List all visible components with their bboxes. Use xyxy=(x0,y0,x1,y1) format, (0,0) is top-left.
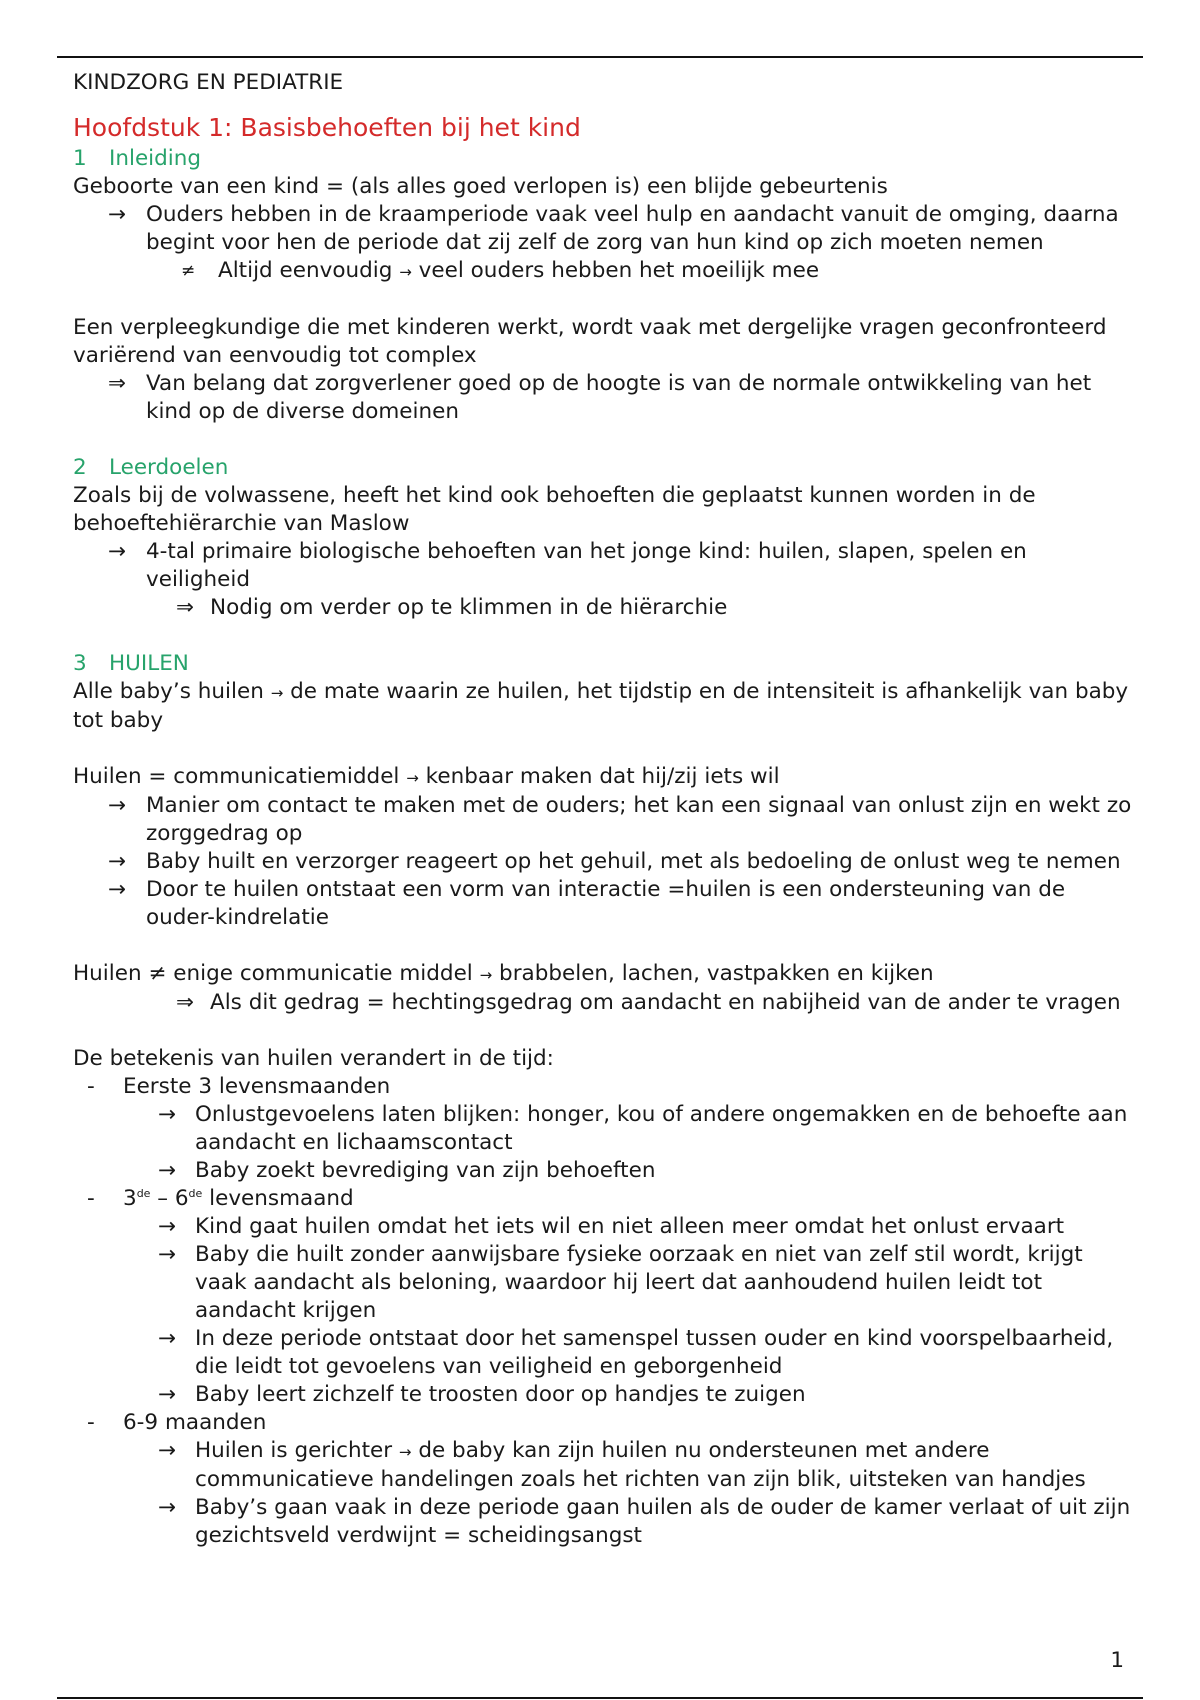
paragraph xyxy=(73,763,1133,792)
section-heading-inleiding xyxy=(73,145,1133,173)
arrow-icon: → xyxy=(108,793,127,818)
bullet-item xyxy=(73,876,1133,932)
header-rule xyxy=(57,56,1143,58)
double-arrow-icon: ⇒ xyxy=(176,990,195,1015)
phase-label xyxy=(123,1186,354,1211)
phase-item xyxy=(73,1241,1133,1325)
ordinal-suffix: de xyxy=(188,1186,203,1200)
paragraph-text: Huilen = communicatiemiddel xyxy=(73,764,400,789)
bullet-item xyxy=(73,370,1133,426)
paragraph: De betekenis van huilen verandert in de tijd: xyxy=(73,1046,554,1071)
paragraph xyxy=(73,960,1133,989)
arrow-icon: → xyxy=(270,684,284,702)
arrow-icon: → xyxy=(108,539,127,564)
footer-rule xyxy=(57,1697,1143,1699)
paragraph: Een verpleegkundige die met kinderen werkt, wordt vaak met dergelijke vragen geconfronteerd variërend van eenvoudig tot complex xyxy=(73,315,1107,368)
list-item-phase-3 xyxy=(73,1409,1133,1437)
bullet-item xyxy=(73,538,1133,594)
phase-item xyxy=(73,1213,1133,1241)
phase-label-part: levensmaand xyxy=(202,1186,354,1211)
section-title: HUILEN xyxy=(109,651,189,676)
dash-icon: - xyxy=(87,1410,95,1435)
bullet-text: 4-tal primaire biologische behoeften van het jonge kind: huilen, slapen, spelen en veiligheid xyxy=(146,539,1027,592)
phase-item-text: Baby leert zichzelf te troosten door op handjes te zuigen xyxy=(195,1382,806,1407)
double-arrow-icon: ⇒ xyxy=(108,371,127,396)
bullet-item xyxy=(73,201,1133,257)
arrow-icon: → xyxy=(398,1443,412,1461)
arrow-icon: → xyxy=(406,769,419,787)
phase-item-text: Baby die huilt zonder aanwijsbare fysieke oorzaak en niet van zelf stil wordt, krijgt vaak aandacht als beloning, waardoor hij leert dat aanhoudend huilen leidt tot aandacht krijgen xyxy=(195,1242,1083,1323)
bullet-text: Door te huilen ontstaat een vorm van interactie =huilen is een ondersteuning van de ouder-kindrelatie xyxy=(146,877,1066,930)
sub-bullet-text: Altijd eenvoudig xyxy=(218,258,393,283)
section-number: 2 xyxy=(73,455,87,480)
sub-bullet-item xyxy=(73,989,1133,1017)
sub-bullet-text: Nodig om verder op te klimmen in de hiërarchie xyxy=(210,595,728,620)
paragraph: Zoals bij de volwassene, heeft het kind ook behoeften die geplaatst kunnen worden in de behoeftehiërarchie van Maslow xyxy=(73,483,1036,536)
page-number: 1 xyxy=(1110,1648,1124,1673)
arrow-icon: → xyxy=(158,1326,177,1351)
arrow-icon: → xyxy=(158,1438,177,1463)
phase-item xyxy=(73,1494,1133,1550)
phase-item-text: Onlustgevoelens laten blijken: honger, kou of andere ongemakken en de behoefte aan aandacht en lichaamscontact xyxy=(195,1102,1128,1155)
paragraph-text: Alle baby’s huilen xyxy=(73,679,264,704)
section-heading-leerdoelen xyxy=(73,454,1133,482)
arrow-icon: → xyxy=(158,1242,177,1267)
arrow-icon: → xyxy=(108,877,127,902)
arrow-icon: → xyxy=(158,1158,177,1183)
section-title: Leerdoelen xyxy=(109,455,229,480)
phase-label: Eerste 3 levensmaanden xyxy=(123,1074,391,1099)
list-item-phase-2 xyxy=(73,1185,1133,1213)
phase-item-text: Kind gaat huilen omdat het iets wil en niet alleen meer omdat het onlust ervaart xyxy=(195,1214,1065,1239)
arrow-icon: → xyxy=(158,1495,177,1520)
paragraph-text: Huilen ≠ enige communicatie middel xyxy=(73,961,473,986)
chapter-heading: Hoofdstuk 1: Basisbehoeften bij het kind xyxy=(73,113,581,142)
phase-item-text: In deze periode ontstaat door het samenspel tussen ouder en kind voorspelbaarheid, die leidt tot gevoelens van veiligheid en geborgenheid xyxy=(195,1326,1114,1379)
arrow-icon: → xyxy=(479,966,493,984)
sub-bullet-item xyxy=(73,594,1133,622)
sub-bullet-item xyxy=(73,257,1133,286)
double-arrow-icon: ⇒ xyxy=(176,595,195,620)
dash-icon: - xyxy=(87,1186,95,1211)
phase-label-part: – 6 xyxy=(150,1186,189,1211)
phase-item xyxy=(73,1325,1133,1381)
arrow-icon: → xyxy=(399,263,412,281)
phase-item-text: de baby kan zijn huilen nu ondersteunen met andere communicatieve handelingen zoals het richten van zijn blik, uitsteken van handjes xyxy=(195,1438,1086,1492)
bullet-text: Baby huilt en verzorger reageert op het gehuil, met als bedoeling de onlust weg te nemen xyxy=(146,849,1121,874)
bullet-item xyxy=(73,848,1133,876)
section-heading-huilen xyxy=(73,650,1133,678)
arrow-icon: → xyxy=(158,1214,177,1239)
bullet-item xyxy=(73,792,1133,848)
list-item-phase-1 xyxy=(73,1073,1133,1101)
bullet-text: Ouders hebben in de kraamperiode vaak veel hulp en aandacht vanuit de omging, daarna begint voor hen de periode dat zij zelf de zorg van hun kind op zich moeten nemen xyxy=(146,202,1119,255)
arrow-icon: → xyxy=(158,1382,177,1407)
document-body xyxy=(73,69,1133,1550)
section-number: 1 xyxy=(73,146,87,171)
section-number: 3 xyxy=(73,651,87,676)
paragraph-text: kenbaar maken dat hij/zij iets wil xyxy=(425,764,780,789)
phase-label-part: 3 xyxy=(123,1186,137,1211)
phase-item xyxy=(73,1437,1133,1494)
phase-item xyxy=(73,1381,1133,1409)
paragraph-text: brabbelen, lachen, vastpakken en kijken xyxy=(499,961,934,986)
section-title: Inleiding xyxy=(109,146,202,171)
not-equal-icon: ≠ xyxy=(181,261,196,281)
bullet-text: Van belang dat zorgverlener goed op de hoogte is van de normale ontwikkeling van het kind op de diverse domeinen xyxy=(146,371,1092,424)
dash-icon: - xyxy=(87,1074,95,1099)
phase-item xyxy=(73,1101,1133,1157)
phase-label: 6-9 maanden xyxy=(123,1410,267,1435)
arrow-icon: → xyxy=(108,202,127,227)
paragraph xyxy=(73,678,1133,735)
sub-bullet-text: veel ouders hebben het moeilijk mee xyxy=(418,258,820,283)
paragraph-text: de mate waarin ze huilen, het tijdstip en de intensiteit is afhankelijk van baby tot baby xyxy=(73,679,1129,733)
phase-item xyxy=(73,1157,1133,1185)
document-title: KINDZORG EN PEDIATRIE xyxy=(73,70,344,95)
paragraph: Geboorte van een kind = (als alles goed verlopen is) een blijde gebeurtenis xyxy=(73,174,888,199)
sub-bullet-text: Als dit gedrag = hechtingsgedrag om aandacht en nabijheid van de ander te vragen xyxy=(210,990,1121,1015)
arrow-icon: → xyxy=(158,1102,177,1127)
phase-item-text: Huilen is gerichter xyxy=(195,1438,393,1463)
phase-item-text: Baby’s gaan vaak in deze periode gaan huilen als de ouder de kamer verlaat of uit zijn gezichtsveld verdwijnt = scheidingsangst xyxy=(195,1495,1131,1548)
phase-item-text: Baby zoekt bevrediging van zijn behoeften xyxy=(195,1158,656,1183)
bullet-text: Manier om contact te maken met de ouders; het kan een signaal van onlust zijn en wekt zo zorggedrag op xyxy=(146,793,1132,846)
arrow-icon: → xyxy=(108,849,127,874)
ordinal-suffix: de xyxy=(136,1186,151,1200)
